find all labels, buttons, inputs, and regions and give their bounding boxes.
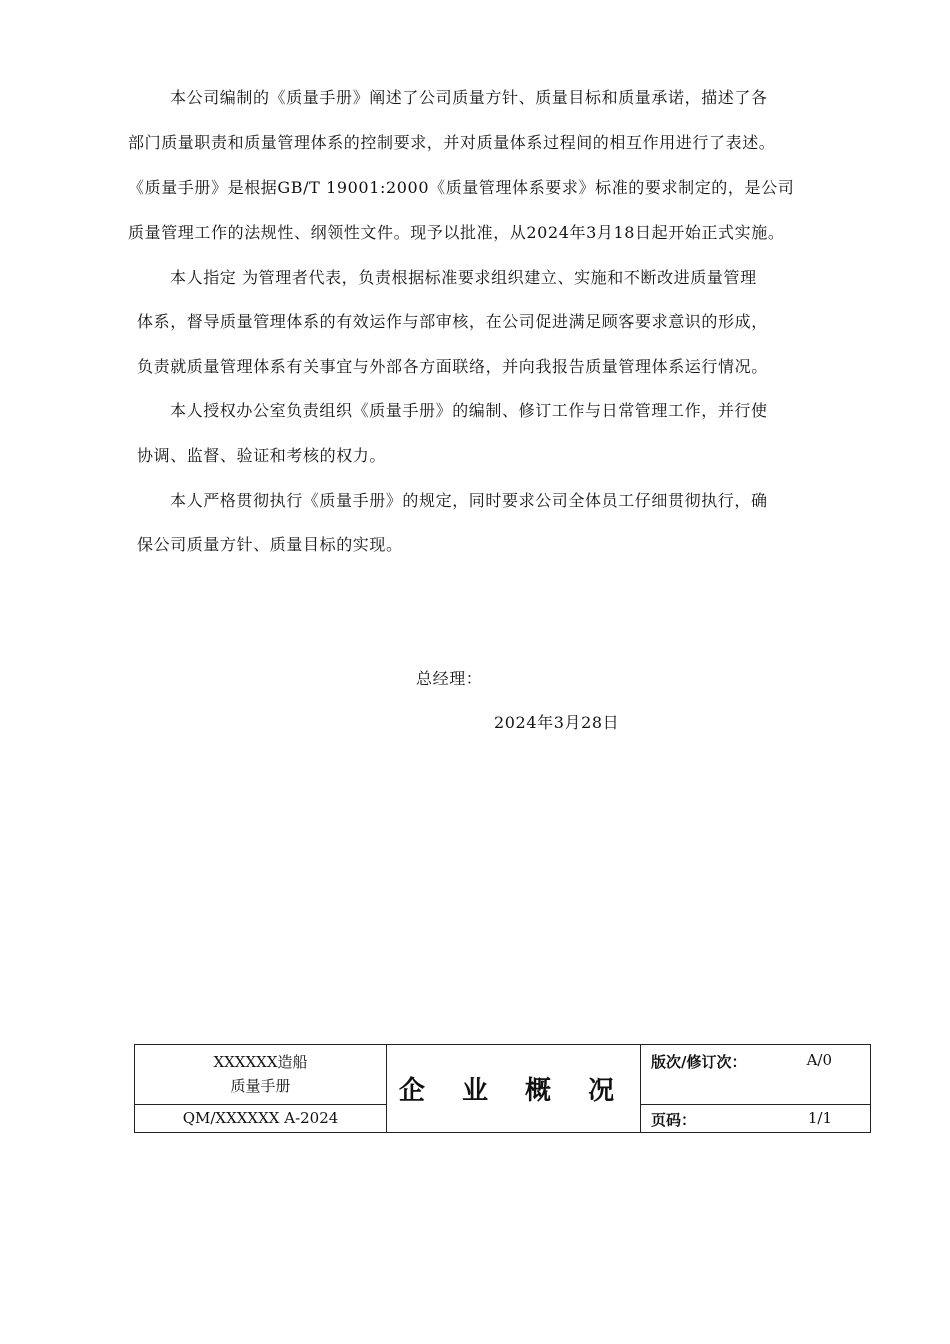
manual-name: 质量手册 [230, 1077, 291, 1096]
page-cell [641, 1104, 871, 1132]
paragraph-line: 保公司质量方针、质量目标的实现。 [137, 535, 403, 554]
page-value: 1/1 [807, 1108, 832, 1127]
version-label: 版次/修订次： [651, 1053, 747, 1071]
footer-table [134, 1044, 871, 1133]
paragraph-line: 本人授权办公室负责组织《质量手册》的编制、修订工作与日常管理工作，并行使 [170, 401, 768, 420]
paragraph-line: 协调、监督、验证和考核的权力。 [137, 446, 387, 465]
version-value: A/0 [806, 1051, 832, 1069]
version-cell [641, 1045, 871, 1105]
paragraph-line: 本公司编制的《质量手册》阐述了公司质量方针、质量目标和质量承诺，描述了各 [170, 88, 768, 107]
signature-date: 2024年3月28日 [494, 713, 620, 732]
paragraph-line: 本人严格贯彻执行《质量手册》的规定，同时要求公司全体员工仔细贯彻执行，确 [170, 491, 768, 510]
paragraph-line: 本人指定 为管理者代表，负责根据标准要求组织建立、实施和不断改进质量管理 [170, 268, 757, 287]
page-label: 页码： [651, 1110, 697, 1129]
paragraph-line: 质量管理工作的法规性、纲领性文件。现予以批准，从2024年3月18日起开始正式实施。 [128, 223, 785, 242]
paragraph-line: 负责就质量管理体系有关事宜与外部各方面联络，并向我报告质量管理体系运行情况。 [137, 357, 768, 376]
paragraph-line: 体系，督导质量管理体系的有效运作与部审核，在公司促进满足顾客要求意识的形成， [137, 312, 768, 331]
signature-label: 总经理： [416, 669, 483, 688]
company-name: XXXXXX造船 [213, 1053, 308, 1072]
paragraph-line: 部门质量职责和质量管理体系的控制要求，并对质量体系过程间的相互作用进行了表述。 [128, 133, 776, 152]
document-code: QM/XXXXXX A-2024 [135, 1104, 387, 1132]
paragraph-line: 《质量手册》是根据GB/T 19001:2000《质量管理体系要求》标准的要求制定的，是公司 [128, 178, 795, 197]
company-cell [135, 1045, 387, 1105]
section-title: 企 业 概 况 [387, 1045, 641, 1133]
